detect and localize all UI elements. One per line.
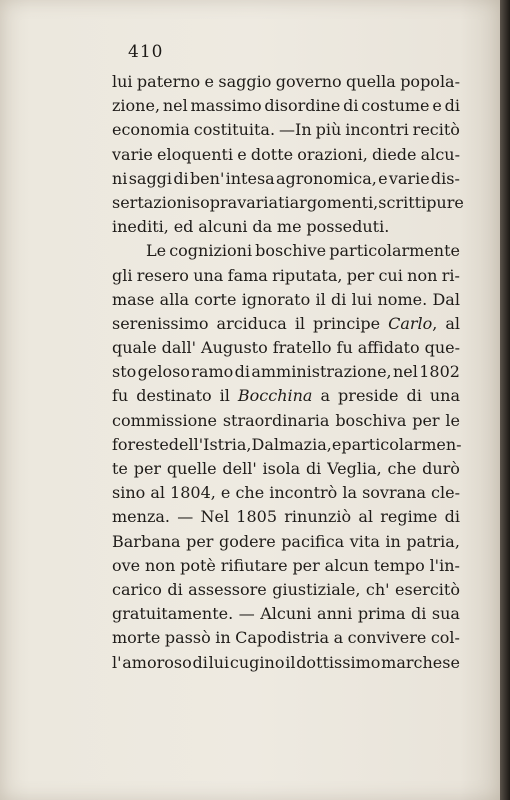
text-line [112,336,460,360]
word: godere [218,531,276,551]
word: cugino [229,652,285,672]
text-line [112,554,460,578]
word: di [406,386,422,406]
word: al [445,313,460,333]
word: in [215,628,231,648]
word: anni [317,604,353,624]
word: varie [112,144,153,164]
word: sertazioni [112,192,192,212]
text-line [112,578,460,602]
word: ramo [191,362,234,382]
text-line [112,481,460,505]
word: di [167,579,183,599]
word: marchese [381,652,460,672]
word: di [173,168,189,188]
word: e [237,144,247,164]
word: amministrazione, [251,362,392,382]
word: lui [208,652,230,672]
word: arciduca [216,313,287,333]
word: sino [112,483,146,503]
word: esercitò [395,579,460,599]
word: e [378,168,388,188]
word: di [411,604,427,624]
word: di [234,362,250,382]
word: l'in- [429,555,460,575]
word: straordinaria [222,410,330,430]
word: e [432,96,442,116]
text-line [112,360,460,384]
word: dis- [430,168,460,188]
word: dall' [161,338,197,358]
word: saggi [128,168,173,188]
body-text [112,70,464,675]
word: varie [388,168,430,188]
word: economia [112,120,190,140]
word: dotte [250,144,294,164]
word: corte [194,289,237,309]
text-line [112,457,460,481]
word: principe [313,313,381,333]
word: e [204,72,214,91]
text-line [112,602,460,626]
word: cui [378,265,403,285]
word: menza. [112,507,170,527]
word: col- [430,628,460,648]
word: sovrana [362,483,426,503]
word: non [145,555,176,575]
word: nel [162,96,188,116]
word: a [333,628,344,648]
word: particolarmente [329,241,460,261]
word: di [444,96,460,116]
word: il [315,289,326,309]
word: le [445,410,460,430]
word: Augusto [201,338,268,358]
word: non [407,265,438,285]
word: preside [338,386,399,406]
word: alcu- [420,144,460,164]
text-line [112,191,464,215]
word: Veglia, [327,459,382,478]
word: dell' [168,434,204,454]
word: cognizioni [169,241,253,261]
word: in [385,531,401,551]
word: geloso [137,362,190,382]
word: assessore [188,579,267,599]
word: costituita. [193,120,276,140]
word: te [112,459,128,478]
word: alla [159,289,189,309]
word: lui [112,72,133,91]
text-line [112,312,460,336]
word: vita [349,531,380,551]
word: disordine [264,96,341,116]
word: convivere [347,628,427,648]
word: foreste [112,434,169,454]
word: Barbana [112,531,181,551]
word: quella [346,72,396,91]
word: posseduti. [306,217,390,237]
word: il [219,386,230,406]
text-line [112,505,460,529]
word: di [444,507,460,527]
word: la [342,483,357,503]
word: ch' [365,579,390,599]
word: serenissimo [112,313,209,333]
word: fama [227,265,268,285]
word: agronomica, [275,168,377,188]
word: carico [112,579,162,599]
word: quelle [166,459,217,478]
word: nel [392,362,418,382]
word: paterno [136,72,201,91]
word: — [238,604,255,624]
word: mase [112,289,155,309]
word: commissione [112,410,217,430]
word: tempo [373,555,425,575]
text-line [112,651,460,675]
page-edge-shadow [500,0,510,800]
word: potè [180,555,216,575]
word: al [358,507,373,527]
word: recitò [412,120,460,140]
word: di [305,459,322,478]
word: massimo [190,96,262,116]
word: da [252,217,273,237]
text-line [112,288,460,312]
word: pure [426,192,464,212]
word: sua [431,604,460,624]
word: boschive [255,241,327,261]
word: fu [112,386,129,406]
text-line [112,143,460,167]
word: riputata, [272,265,343,285]
word: eloquenti [156,144,234,164]
word: di [192,652,208,672]
word: che [387,459,417,478]
word: incontri [345,120,409,140]
word: governo [275,72,342,91]
word: amoroso [122,652,192,672]
word: Bocchina [237,386,313,406]
text-line [112,384,460,408]
word: pacifica [281,531,345,551]
word: lui [351,289,373,309]
word: — [177,507,194,527]
word: di [343,96,359,116]
word: per [186,531,214,551]
word: destinato [136,386,212,406]
word: più [315,120,342,140]
word: patria, [406,531,460,551]
word: durò [422,459,460,478]
word: fratello [272,338,332,358]
word: Le [146,241,167,261]
word: me [276,217,302,237]
word: sto [112,362,137,382]
word: di [331,289,347,309]
text-line [112,94,460,118]
word: scritti [378,192,427,212]
word: ben' [189,168,225,188]
word: morte [112,628,161,648]
word: popola- [400,72,460,91]
word: Capodistria [235,628,330,648]
word: particolarmen- [341,434,462,454]
word: 1805 [236,507,278,527]
word: passò [164,628,211,648]
word: dottissimo [296,652,381,672]
word: rifiutare [220,555,288,575]
word: 1804, [170,483,216,503]
word: alcun [324,555,369,575]
word: ove [112,555,141,575]
word: una [429,386,460,406]
text-line [112,167,460,191]
word: argomenti, [289,192,379,212]
word: affidato [357,338,420,358]
word: rinunziò [284,507,352,527]
word: e [220,483,231,503]
text-line [112,433,460,457]
word: Dalmazia, [251,434,332,454]
text-line [112,264,460,288]
text-line [112,70,460,94]
word: a [320,386,331,406]
word: cle- [431,483,460,503]
word: per [292,555,320,575]
word: orazioni, [297,144,368,164]
word: fu [336,338,353,358]
word: regime [380,507,438,527]
text-line [112,239,460,263]
word: isola [262,459,301,478]
word: Alcuni [260,604,312,624]
word: variati [237,192,290,212]
text-line [112,215,460,239]
word: che [235,483,265,503]
word: diede [371,144,417,164]
word: intesa [225,168,275,188]
word: il [285,652,296,672]
word: il [294,313,306,333]
word: al [150,483,165,503]
word: zione, [112,96,161,116]
word: saggio [218,72,272,91]
word: una [193,265,224,285]
word: ri- [441,265,460,285]
word: Istria, [203,434,252,454]
word: quale [112,338,157,358]
text-line [112,409,460,433]
word: alcuni [198,217,248,237]
word: inediti, [112,217,169,237]
word: prima [357,604,406,624]
word: Nel [200,507,230,527]
word: ignorato [241,289,311,309]
word: ni [112,168,128,188]
word: incontrò [269,483,338,503]
word: l' [112,652,122,672]
word: —In [279,120,312,140]
word: costume [361,96,430,116]
word: Dal [432,289,460,309]
word: que- [424,338,460,358]
word: sopra [191,192,238,212]
word: 1802 [419,362,460,382]
page-number: 410 [128,42,164,62]
word: per [133,459,162,478]
word: gratuitamente. [112,604,234,624]
word: giustiziale, [272,579,361,599]
word: dell' [222,459,257,478]
word: boschiva [335,410,407,430]
word: per [346,265,375,285]
word: gli [112,265,133,285]
word: per [412,410,440,430]
text-line [112,530,460,554]
word: resero [136,265,189,285]
text-line [112,626,460,650]
word: ed [173,217,194,237]
word: e [331,434,342,454]
text-line [112,118,460,142]
word: nome. [377,289,428,309]
word: Carlo, [388,313,438,333]
